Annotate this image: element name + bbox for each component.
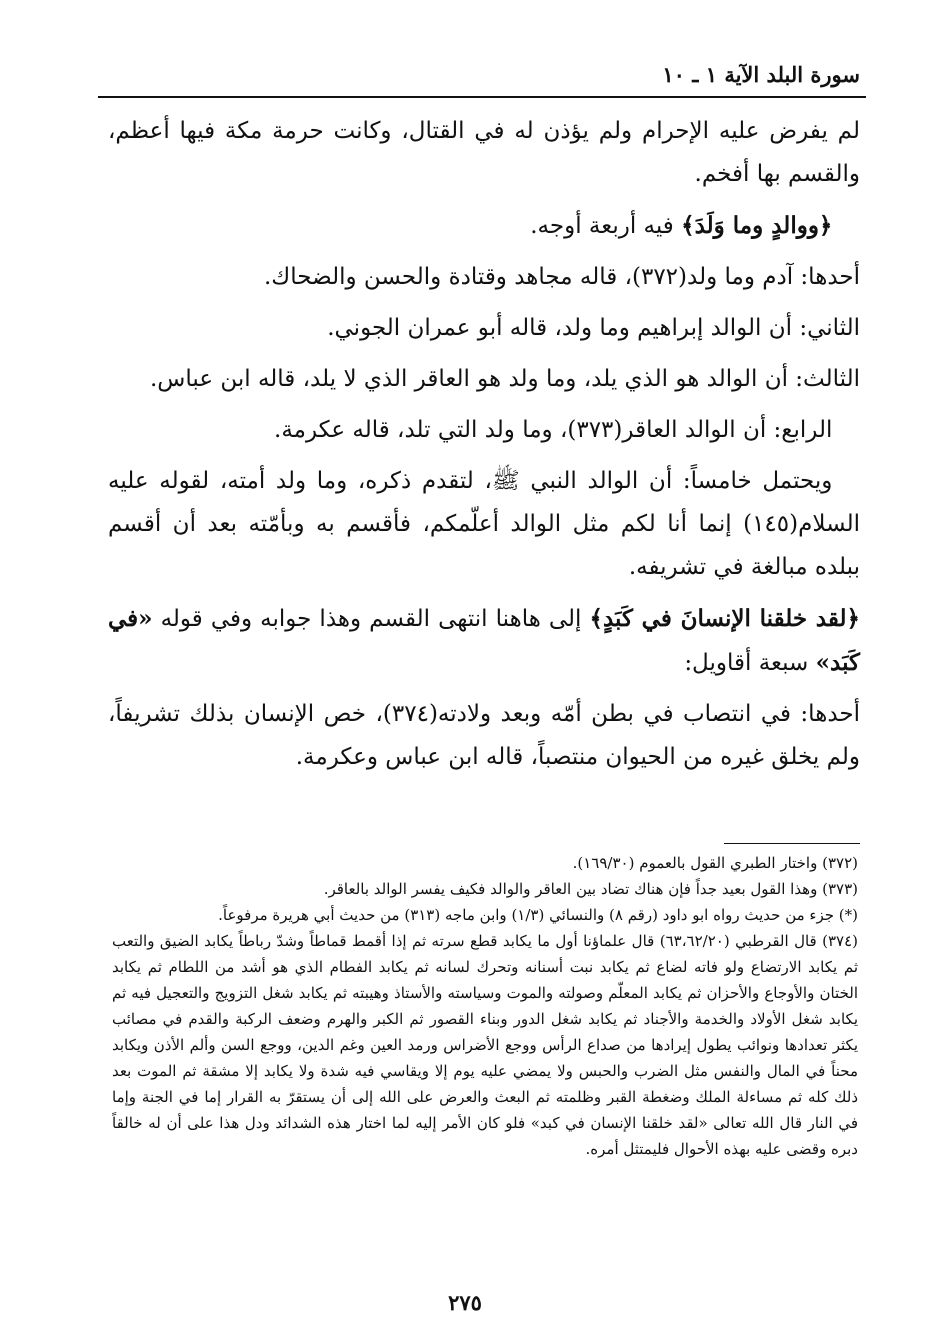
- footnotes: [112, 850, 858, 1162]
- verse-quote: ﴿لقد خلقنا الإنسانَ في كَبَدٍ﴾: [589, 605, 860, 632]
- footnote-374: (٣٧٤) قال القرطبي (٦٣،٦٢/٢٠) قال علماؤنا أول ما يكابد قطع سرته ثم إذا أقمط قماطاً وشدّ رباطاً يكابد الضيق والتعب ثم يكابد الارتضاع ولو فاته لضاع ثم يكابد نبت أسنانه وتحرك لسانه ثم يكابد الفطام الذي هو أشد من اللطام ثم يكابد الختان والأوجاع والأحزان ثم يكابد المعلّم وصولته والموت وسياسته والأستاذ وهيبته ثم يكابد شغل التزويج والتعجيل فيه ثم يكابد شغل الأولاد والخدمة والأجناد ثم يكابد شغل الدور وبناء القصور ثم الكبر والهرم وضعف الركبة والقدم في مصائب يكثر تعدادها ونوائب يطول إيرادها من صداع الرأس ووجع الأضراس ورمد العين وغم الدين، ووجع السن وألم الأذن ويكابد محناً في المال والنفس مثل الضرب والحبس ولا يمضي عليه يوم إلا ويقاسي فيه شدة ولا يكابد إلا مشقة ثم الموت بعد ذلك كله ثم مساءلة الملك وضغطة القبر وظلمته ثم البعث والعرض على الله إلى أن يستقرّ به القرار إما في الجنة وإما في النار قال الله تعالى «لقد خلقنا الإنسان في كبد» فلو كان الأمر إليه لما اختار هذه الشدائد ودل هذا على أن له خالقاً دبره وقضى عليه بهذه الأحوال فليمتثل أمره.: [112, 932, 859, 1158]
- paragraph-2-text: فيه أربعة أوجه.: [530, 213, 682, 239]
- verse-quote-short: «في كَبَد»: [108, 605, 860, 676]
- paragraph-8-end: سبعة أقاويل:: [684, 650, 816, 676]
- paragraph-9: أحدها: في انتصاب في بطن أمّه وبعد ولادته(٣٧٤)، خص الإنسان بذلك تشريفاً، ولم يخلق غيره من الحيوان منتصباً، قاله ابن عباس وعكرمة.: [108, 701, 860, 770]
- paragraph-5: الثالث: أن الوالد هو الذي يلد، وما ولد هو العاقر الذي لا يلد، قاله ابن عباس.: [149, 366, 860, 392]
- main-text: [108, 110, 860, 787]
- paragraph-2: [108, 204, 860, 248]
- footnote-373: (٣٧٣) وهذا القول بعيد جداً فإن هناك تضاد بين العاقر والوالد فكيف يفسر الوالد بالعاقر.: [323, 880, 858, 898]
- header-rule: [98, 96, 866, 98]
- footnote-hadith: (*) جزء من حديث رواه ابو داود (رقم ٨) والنسائي (١/٣) وابن ماجه (٣١٣) من حديث أبي هريرة مرفوعاً.: [218, 906, 858, 924]
- paragraph-4: الثاني: أن الوالد إبراهيم وما ولد، قاله أبو عمران الجوني.: [327, 315, 860, 341]
- paragraph-7: ويحتمل خامساً: أن الوالد النبي ﷺ، لتقدم ذكره، وما ولد أمته، لقوله عليه السلام(١٤٥) إنما أنا لكم مثل الوالد أعلّمكم، فأقسم به وبأمّته بعد أن أقسم ببلده مبالغة في تشريفه.: [108, 468, 860, 580]
- paragraph-3: أحدها: آدم وما ولد(٣٧٢)، قاله مجاهد وقتادة والحسن والضحاك.: [264, 264, 860, 290]
- verse-quote: ﴿ووالدٍ وما وَلَدَ﴾: [681, 212, 833, 239]
- running-header: سورة البلد الآية ١ ـ ١٠: [662, 62, 860, 87]
- paragraph-1: لم يفرض عليه الإحرام ولم يؤذن له في القتال، وكانت حرمة مكة فيها أعظم، والقسم بها أفخم.: [108, 118, 860, 187]
- page-number: ٢٧٥: [448, 1290, 482, 1315]
- footnote-rule: [724, 843, 860, 844]
- paragraph-8: [108, 597, 860, 685]
- paragraph-6: الرابع: أن الوالد العاقر(٣٧٣)، وما ولد التي تلد، قاله عكرمة.: [274, 417, 833, 443]
- footnote-372: (٣٧٢) واختار الطبري القول بالعموم (١٦٩/٣٠).: [572, 854, 858, 872]
- paragraph-8-text: إلى هاهنا انتهى القسم وهذا جوابه وفي قوله: [152, 606, 590, 632]
